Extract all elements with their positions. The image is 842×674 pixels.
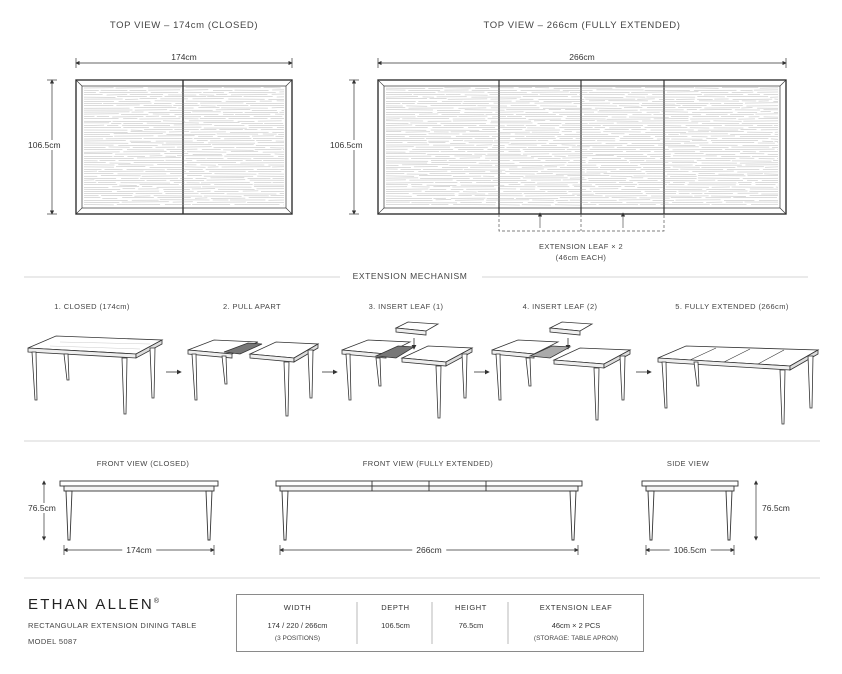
closed-width-label: 174cm [167,52,201,62]
side-height-label: 76.5cm [762,503,790,513]
top-view-closed [76,80,292,214]
spec-table [236,594,644,652]
side-dimensions [646,481,756,555]
spec-leaf-heading: EXTENSION LEAF [539,603,613,612]
spec-depth-value: 106.5cm [381,621,410,630]
side-view-title: SIDE VIEW [666,459,710,468]
side-width-label: 106.5cm [670,545,711,555]
step-5-illustration [658,346,818,424]
closed-depth-label: 106.5cm [28,140,61,150]
spec-height-value: 76.5cm [458,621,484,630]
mechanism-title: EXTENSION MECHANISM [352,271,468,281]
step-1-label: 1. CLOSED (174cm) [54,302,130,311]
top-view-closed-title: TOP VIEW – 174cm (CLOSED) [109,20,259,31]
side-view [642,481,738,540]
spec-width-heading: WIDTH [283,603,312,612]
step-3-illustration [342,322,472,418]
model-number: MODEL 5087 [28,637,78,646]
step-4-label: 4. INSERT LEAF (2) [522,302,598,311]
extended-depth-label: 106.5cm [330,140,363,150]
top-view-extended [378,80,786,214]
spec-depth-heading: DEPTH [381,603,410,612]
step-4-illustration [492,322,630,420]
front-closed-width-label: 174cm [122,545,156,555]
spec-leaf [509,603,643,642]
step-1-illustration [28,336,162,414]
step-2-label: 2. PULL APART [222,302,282,311]
step-3-label: 3. INSERT LEAF (1) [368,302,444,311]
spec-width [237,603,358,642]
spec-height [433,603,509,630]
leaf-callout-line2: (46cm EACH) [555,253,607,262]
spec-height-heading: HEIGHT [455,603,487,612]
spec-leaf-note: (STORAGE: TABLE APRON) [533,635,619,642]
spec-width-note: (3 POSITIONS) [274,635,321,642]
front-closed-height-label: 76.5cm [28,503,56,513]
step-2-illustration [188,340,318,416]
extended-width-label: 266cm [565,52,599,62]
front-view-extended [276,481,582,540]
brand-name [28,596,197,613]
step-5-label: 5. FULLY EXTENDED (266cm) [675,302,789,311]
spec-depth [358,603,433,630]
leaf-callout [499,213,664,231]
front-view-closed [60,481,218,540]
front-extended-width-label: 266cm [412,545,446,555]
spec-leaf-value: 46cm × 2 PCS [551,621,601,630]
brand-name-text: ETHAN ALLEN [28,596,154,613]
front-extended-title: FRONT VIEW (FULLY EXTENDED) [362,459,494,468]
brand-block [28,596,197,646]
top-view-extended-title: TOP VIEW – 266cm (FULLY EXTENDED) [483,20,681,31]
spec-width-value: 174 / 220 / 266cm [267,621,328,630]
leaf-callout-line1: EXTENSION LEAF × 2 [538,242,624,251]
product-name: RECTANGULAR EXTENSION DINING TABLE [28,621,197,630]
brand-mark: ® [153,598,160,605]
front-closed-title: FRONT VIEW (CLOSED) [96,459,190,468]
